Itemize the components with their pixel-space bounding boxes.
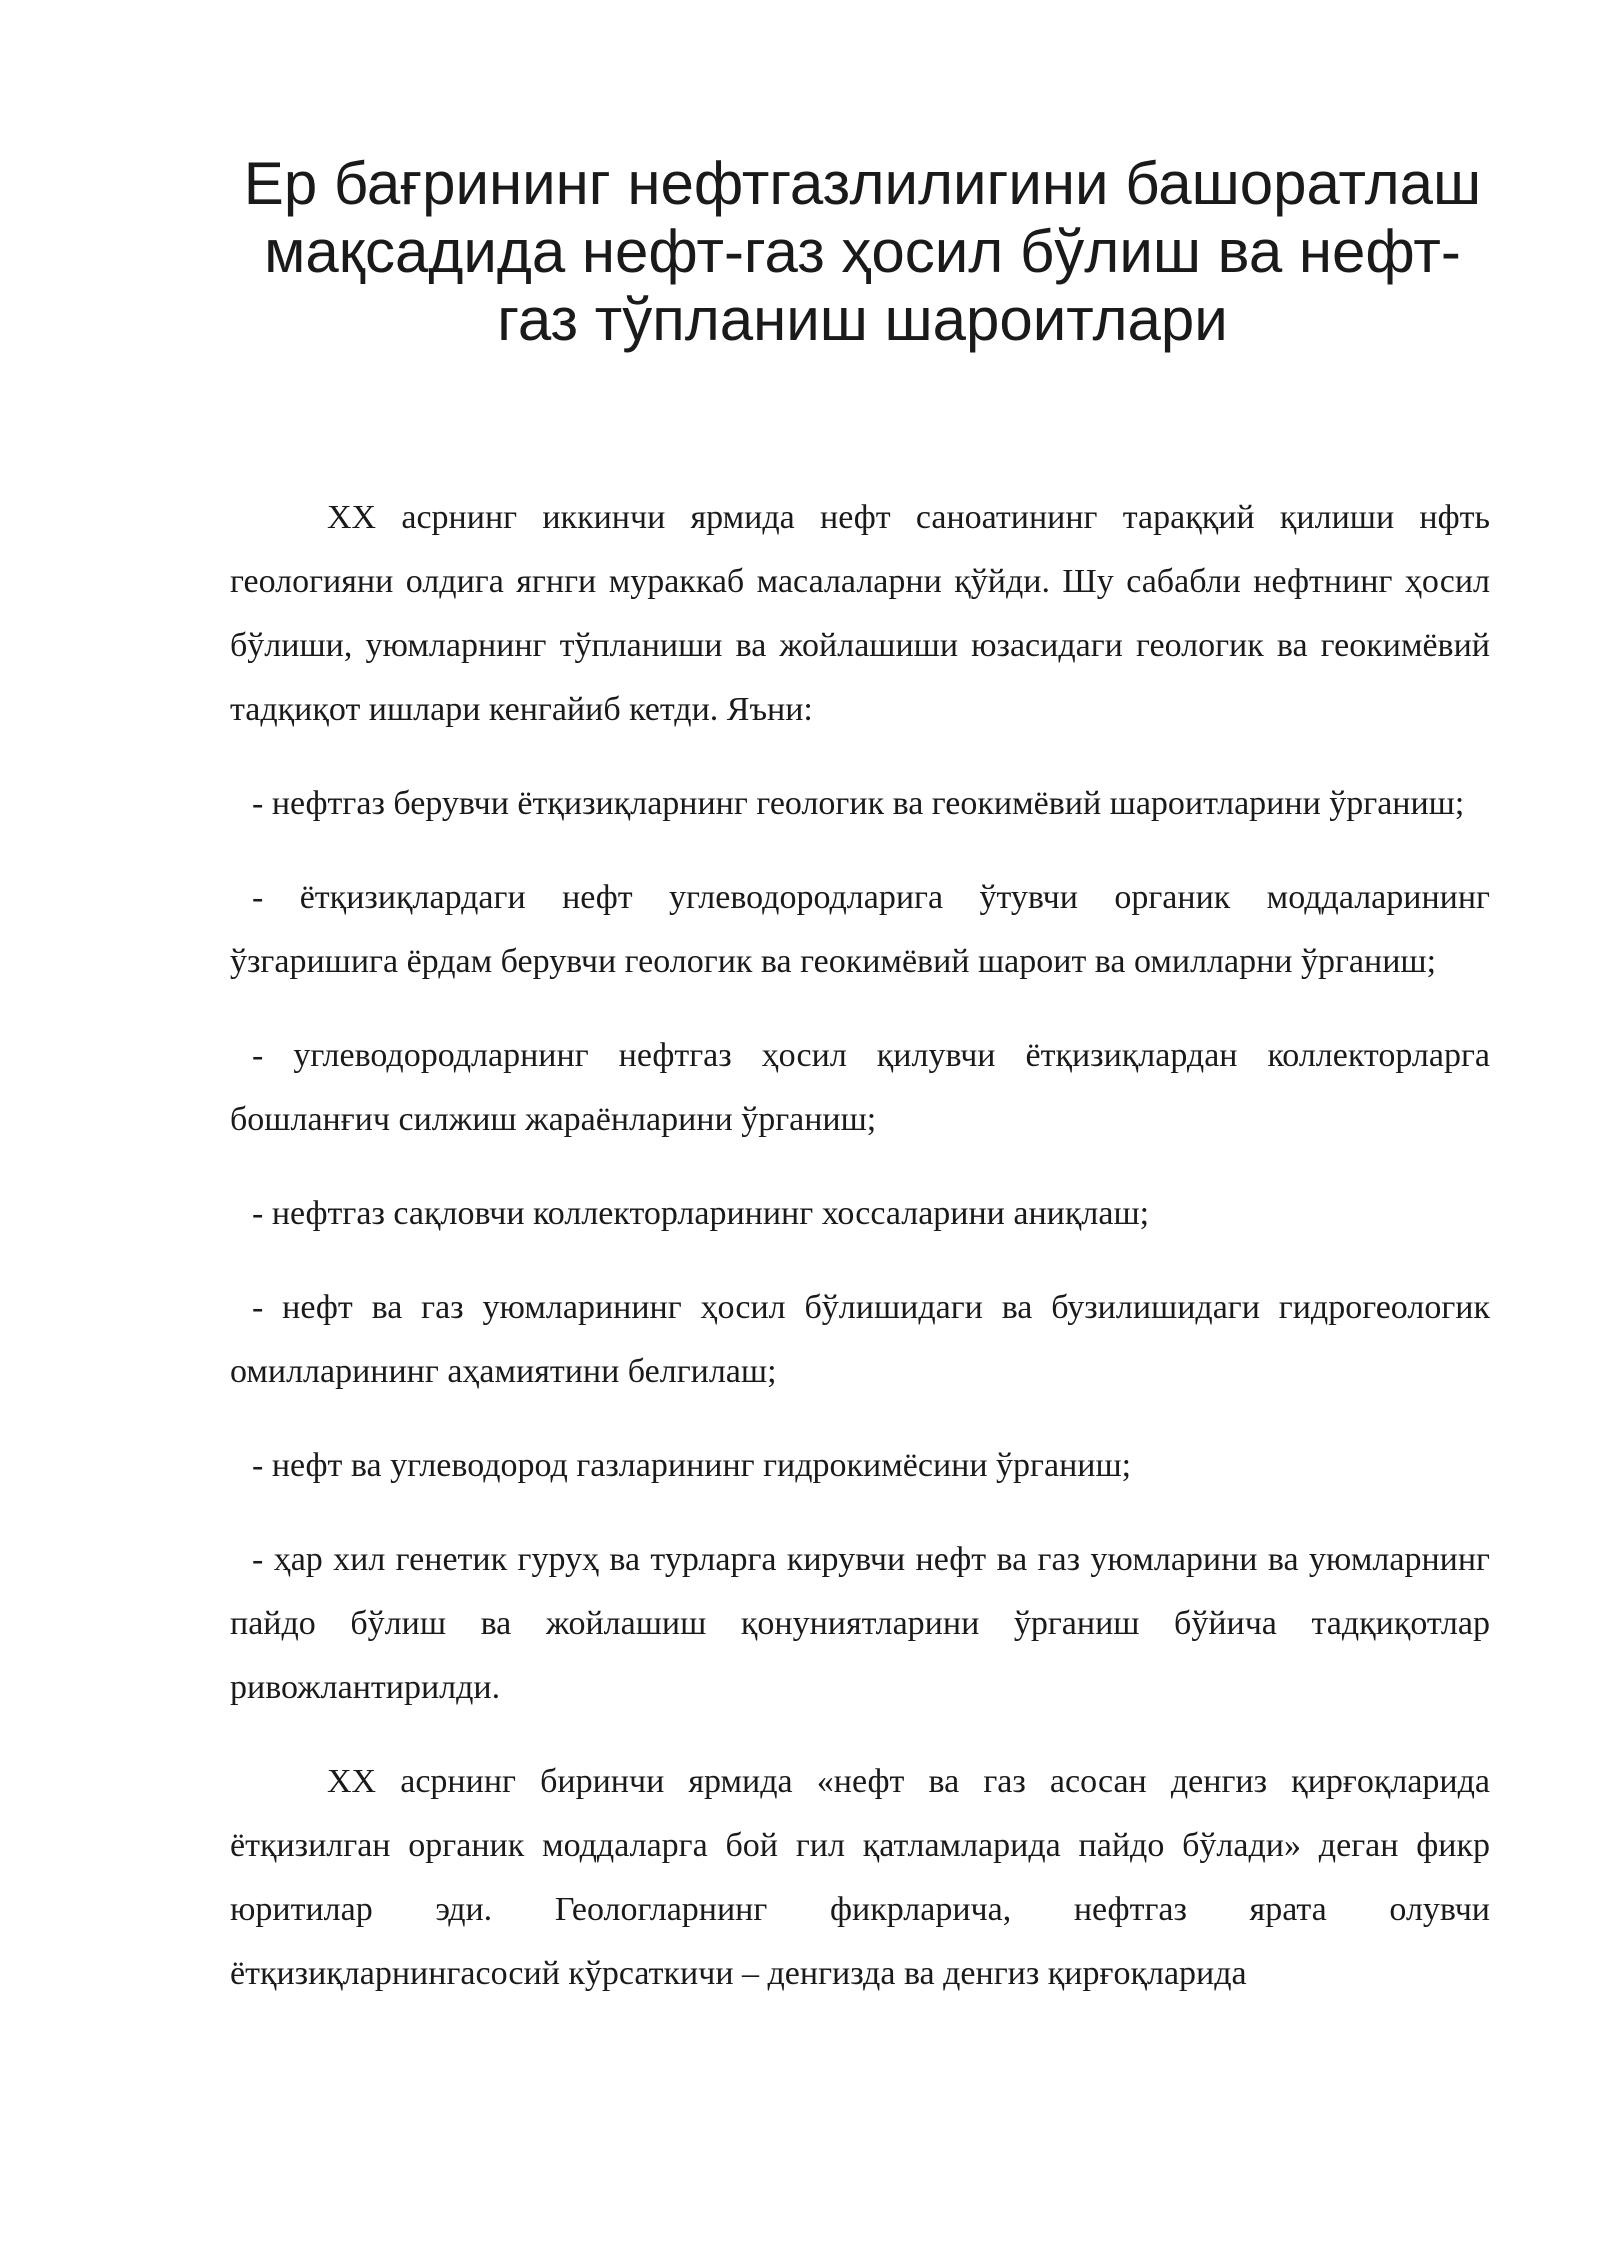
document-title: Ер бағрининг нефтгазлилигини башоратлаш мақсадида нефт-газ ҳосил бўлиш ва нефт-газ тўпланиш шароитлари [243, 150, 1482, 353]
paragraph-history: XX асрнинг биринчи ярмида «нефт ва газ асосан денгиз қирғоқларида ётқизилган органик моддаларга бой гил қатламларида пайдо бўлади» деган фикр юритилар эди. Геологларнинг фикрларича, нефтгаз ярата олувчи ётқизиқларнингасосий кўрсаткичи – денгизда ва денгиз қирғоқларида [230, 1763, 1490, 1992]
list-item: - ҳар хил генетик гуруҳ ва турларга кирувчи нефт ва газ уюмларини ва уюмларнинг пайдо бўлиш ва жойлашиш қонуниятларини ўрганиш бўйича тадқиқотлар ривожлантирилди. [230, 1541, 1490, 1706]
document-body [230, 486, 1490, 2006]
paragraph-intro: XX асрнинг иккинчи ярмида нефт саноатининг тараққий қилиши нфть геологияни олдига ягнги мураккаб масалаларни қўйди. Шу сабабли нефтнинг ҳосил бўлиши, уюмларнинг тўпланиши ва жойлашиши юзасидаги геологик ва геокимёвий тадқиқот ишлари кенгайиб кетди. Яъни: [230, 499, 1490, 728]
list-item: - нефт ва газ уюмларининг ҳосил бўлишидаги ва бузилишидаги гидрогеологик омилларининг аҳамиятини белгилаш; [230, 1289, 1490, 1390]
list-item: - ётқизиқлардаги нефт углеводородларига ўтувчи органик моддаларининг ўзгаришига ёрдам берувчи геологик ва геокимёвий шароит ва омилларни ўрганиш; [230, 879, 1490, 980]
list-item: - нефтгаз берувчи ётқизиқларнинг геологик ва геокимёвий шароитларини ўрганиш; [252, 785, 1465, 822]
list-item: - нефт ва углеводород газларининг гидрокимёсини ўрганиш; [252, 1447, 1132, 1484]
list-item: - нефтгаз сақловчи коллекторларининг хоссаларини аниқлаш; [252, 1195, 1150, 1232]
list-item: - углеводородларнинг нефтгаз ҳосил қилувчи ётқизиқлардан коллекторларга бошланғич силжиш жараёнларини ўрганиш; [230, 1037, 1490, 1138]
